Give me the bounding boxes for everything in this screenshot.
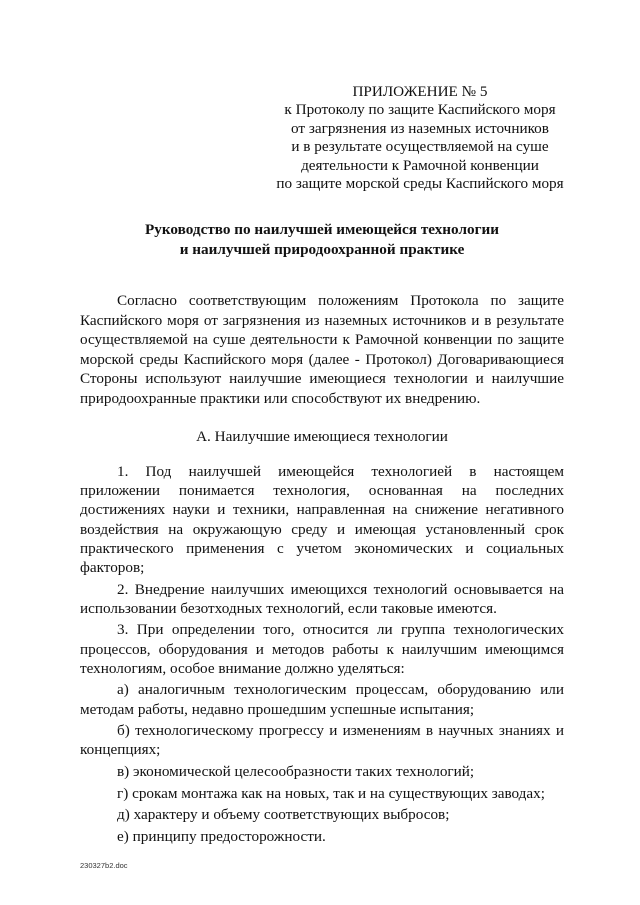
section-body [80, 462, 564, 848]
annex-header [270, 83, 570, 193]
annex-line: к Протоколу по защите Каспийского моря [284, 101, 556, 119]
list-item: г) срокам монтажа как на новых, так и на существующих заводах; [117, 784, 545, 802]
document-title [80, 220, 564, 260]
list-item: д) характеру и объему соответствующих выбросов; [117, 806, 450, 824]
footer-doc-code: 230327b2.doc [80, 861, 128, 870]
intro-paragraph: Согласно соответствующим положениям Протокола по защите Каспийского моря от загрязнения из наземных источников и в результате осуществляемой на суше деятельности к Рамочной конвенции по защите морской среды Каспийского моря (далее - Протокол) Договаривающиеся Стороны используют наилучшие имеющиеся технологии и наилучшие природоохранные практики или способствуют их внедрению. [80, 292, 564, 407]
annex-line: по защите морской среды Каспийского моря [276, 175, 564, 193]
annex-line: и в результате осуществляемой на суше [291, 138, 549, 156]
list-item: в) экономической целесообразности таких технологий; [117, 763, 475, 780]
annex-line: деятельности к Рамочной конвенции [301, 156, 539, 174]
list-item: б) технологическому прогрессу и изменениям в научных знаниях и концепциях; [80, 722, 564, 759]
list-item: а) аналогичным технологическим процессам, оборудованию или методам работы, недавно прошедшим успешные испытания; [80, 681, 564, 718]
list-item: 2. Внедрение наилучших имеющихся технологий основывается на использовании безотходных технологий, если таковые имеются. [80, 580, 564, 617]
document-title-line: и наилучшей природоохранной практике [179, 241, 465, 258]
list-item: 1. Под наилучшей имеющейся технологией в настоящем приложении понимается технология, основанная на последних достижениях науки и техники, направленная на снижение негативного воздействия на окружающую среду и имеющая установленный срок практического применения с учетом экономических и социальных факторов; [80, 463, 564, 577]
annex-line: от загрязнения из наземных источников [291, 119, 549, 137]
list-item: 3. При определении того, относится ли группа технологических процессов, оборудования и методов работы к наилучшим имеющимся технологиям, особое внимание должно уделяться: [80, 621, 564, 677]
list-item: е) принципу предосторожности. [117, 827, 326, 845]
document-title-line: Руководство по наилучшей имеющейся технологии [145, 221, 499, 238]
section-heading: А. Наилучшие имеющиеся технологии [196, 428, 448, 445]
annex-title: ПРИЛОЖЕНИЕ № 5 [352, 83, 488, 100]
